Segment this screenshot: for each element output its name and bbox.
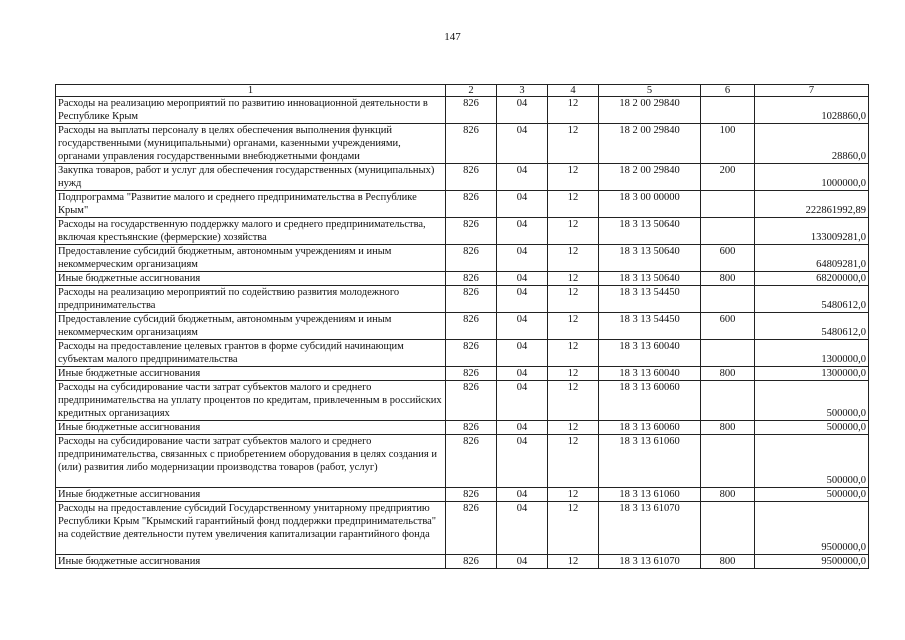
row-description: Расходы на выплаты персоналу в целях обеспечения выполнения функций государственными (муниципальными) органами, казенными учреждениями, органами управления государственными внебюджетными фондами <box>56 124 446 164</box>
table-row <box>56 502 869 555</box>
subsection-code: 12 <box>548 421 599 435</box>
ministry-code: 826 <box>446 164 497 191</box>
subsection-code: 12 <box>548 272 599 286</box>
subsection-code: 12 <box>548 367 599 381</box>
ministry-code: 826 <box>446 381 497 421</box>
subsection-code: 12 <box>548 191 599 218</box>
subsection-code: 12 <box>548 286 599 313</box>
section-code: 04 <box>497 286 548 313</box>
target-article-code: 18 3 13 61060 <box>599 488 701 502</box>
table-row <box>56 286 869 313</box>
table-row <box>56 313 869 340</box>
ministry-code: 826 <box>446 218 497 245</box>
row-description: Расходы на реализацию мероприятий по содействию развития молодежного предпринимательства <box>56 286 446 313</box>
expense-type-code: 600 <box>701 245 755 272</box>
ministry-code: 826 <box>446 245 497 272</box>
column-number: 4 <box>548 85 599 97</box>
amount: 68200000,0 <box>755 272 869 286</box>
row-description: Иные бюджетные ассигнования <box>56 488 446 502</box>
subsection-code: 12 <box>548 164 599 191</box>
page-number: 147 <box>444 31 461 43</box>
amount: 28860,0 <box>755 124 869 164</box>
row-description: Иные бюджетные ассигнования <box>56 555 446 569</box>
expense-type-code <box>701 435 755 488</box>
table-row <box>56 488 869 502</box>
subsection-code: 12 <box>548 124 599 164</box>
column-number: 7 <box>755 85 869 97</box>
table-row <box>56 272 869 286</box>
row-description: Иные бюджетные ассигнования <box>56 367 446 381</box>
table-row <box>56 245 869 272</box>
ministry-code: 826 <box>446 340 497 367</box>
row-description: Расходы на государственную поддержку малого и среднего предпринимательства, включая крестьянские (фермерские) хозяйства <box>56 218 446 245</box>
section-code: 04 <box>497 502 548 555</box>
expense-type-code: 800 <box>701 367 755 381</box>
row-description: Предоставление субсидий бюджетным, автономным учреждениям и иным некоммерческим организациям <box>56 245 446 272</box>
column-number: 6 <box>701 85 755 97</box>
amount: 64809281,0 <box>755 245 869 272</box>
ministry-code: 826 <box>446 191 497 218</box>
amount: 500000,0 <box>755 488 869 502</box>
expense-type-code <box>701 191 755 218</box>
amount: 1028860,0 <box>755 97 869 124</box>
expense-type-code: 800 <box>701 272 755 286</box>
ministry-code: 826 <box>446 435 497 488</box>
row-description: Иные бюджетные ассигнования <box>56 272 446 286</box>
amount: 9500000,0 <box>755 555 869 569</box>
section-code: 04 <box>497 367 548 381</box>
target-article-code: 18 3 13 61070 <box>599 502 701 555</box>
subsection-code: 12 <box>548 313 599 340</box>
ministry-code: 826 <box>446 97 497 124</box>
target-article-code: 18 3 13 50640 <box>599 218 701 245</box>
row-description: Подпрограмма "Развитие малого и среднего предпринимательства в Республике Крым" <box>56 191 446 218</box>
budget-table <box>55 84 869 569</box>
ministry-code: 826 <box>446 272 497 286</box>
target-article-code: 18 3 13 61070 <box>599 555 701 569</box>
subsection-code: 12 <box>548 245 599 272</box>
amount: 500000,0 <box>755 421 869 435</box>
section-code: 04 <box>497 488 548 502</box>
amount: 1000000,0 <box>755 164 869 191</box>
ministry-code: 826 <box>446 488 497 502</box>
target-article-code: 18 2 00 29840 <box>599 97 701 124</box>
section-code: 04 <box>497 381 548 421</box>
table-row <box>56 191 869 218</box>
amount: 500000,0 <box>755 435 869 488</box>
section-code: 04 <box>497 421 548 435</box>
expense-type-code: 200 <box>701 164 755 191</box>
subsection-code: 12 <box>548 435 599 488</box>
table-row <box>56 218 869 245</box>
ministry-code: 826 <box>446 124 497 164</box>
section-code: 04 <box>497 435 548 488</box>
section-code: 04 <box>497 218 548 245</box>
section-code: 04 <box>497 124 548 164</box>
column-number-row <box>56 85 869 97</box>
target-article-code: 18 3 13 60060 <box>599 421 701 435</box>
expense-type-code <box>701 97 755 124</box>
expense-type-code <box>701 502 755 555</box>
section-code: 04 <box>497 191 548 218</box>
expense-type-code <box>701 218 755 245</box>
target-article-code: 18 3 13 54450 <box>599 286 701 313</box>
row-description: Расходы на субсидирование части затрат субъектов малого и среднего предпринимательства на уплату процентов по кредитам, привлеченным в российских кредитных организациях <box>56 381 446 421</box>
section-code: 04 <box>497 340 548 367</box>
target-article-code: 18 3 13 50640 <box>599 245 701 272</box>
expense-type-code <box>701 286 755 313</box>
section-code: 04 <box>497 313 548 340</box>
amount: 500000,0 <box>755 381 869 421</box>
amount: 1300000,0 <box>755 340 869 367</box>
amount: 133009281,0 <box>755 218 869 245</box>
ministry-code: 826 <box>446 313 497 340</box>
row-description: Закупка товаров, работ и услуг для обеспечения государственных (муниципальных) нужд <box>56 164 446 191</box>
expense-type-code <box>701 381 755 421</box>
subsection-code: 12 <box>548 381 599 421</box>
section-code: 04 <box>497 97 548 124</box>
target-article-code: 18 3 13 50640 <box>599 272 701 286</box>
amount: 1300000,0 <box>755 367 869 381</box>
target-article-code: 18 3 13 60060 <box>599 381 701 421</box>
ministry-code: 826 <box>446 555 497 569</box>
table-row <box>56 367 869 381</box>
row-description: Расходы на предоставление целевых грантов в форме субсидий начинающим субъектам малого предпринимательства <box>56 340 446 367</box>
ministry-code: 826 <box>446 421 497 435</box>
table-row <box>56 435 869 488</box>
row-description: Иные бюджетные ассигнования <box>56 421 446 435</box>
subsection-code: 12 <box>548 502 599 555</box>
subsection-code: 12 <box>548 340 599 367</box>
section-code: 04 <box>497 164 548 191</box>
target-article-code: 18 3 13 60040 <box>599 367 701 381</box>
target-article-code: 18 3 13 60040 <box>599 340 701 367</box>
amount: 9500000,0 <box>755 502 869 555</box>
section-code: 04 <box>497 245 548 272</box>
row-description: Расходы на субсидирование части затрат субъектов малого и среднего предпринимательства, связанных с приобретением оборудования в целях создания и (или) развития либо модернизации производства товаров (работ, услуг) <box>56 435 446 488</box>
ministry-code: 826 <box>446 286 497 313</box>
expense-type-code: 800 <box>701 488 755 502</box>
expense-type-code: 600 <box>701 313 755 340</box>
table-row <box>56 164 869 191</box>
section-code: 04 <box>497 555 548 569</box>
ministry-code: 826 <box>446 502 497 555</box>
column-number: 5 <box>599 85 701 97</box>
table-row <box>56 555 869 569</box>
target-article-code: 18 2 00 29840 <box>599 164 701 191</box>
target-article-code: 18 3 13 54450 <box>599 313 701 340</box>
amount: 222861992,89 <box>755 191 869 218</box>
row-description: Расходы на предоставление субсидий Государственному унитарному предприятию Республики Крым "Крымский гарантийный фонд поддержки предпринимательства" на содействие деятельности путем увеличения капитализации гарантийного фонда <box>56 502 446 555</box>
table-row <box>56 340 869 367</box>
target-article-code: 18 3 00 00000 <box>599 191 701 218</box>
column-number: 2 <box>446 85 497 97</box>
table-row <box>56 124 869 164</box>
subsection-code: 12 <box>548 555 599 569</box>
target-article-code: 18 3 13 61060 <box>599 435 701 488</box>
expense-type-code: 100 <box>701 124 755 164</box>
subsection-code: 12 <box>548 97 599 124</box>
table-row <box>56 97 869 124</box>
expense-type-code: 800 <box>701 555 755 569</box>
expense-type-code: 800 <box>701 421 755 435</box>
ministry-code: 826 <box>446 367 497 381</box>
table-row <box>56 381 869 421</box>
column-number: 3 <box>497 85 548 97</box>
subsection-code: 12 <box>548 218 599 245</box>
section-code: 04 <box>497 272 548 286</box>
table-row <box>56 421 869 435</box>
amount: 5480612,0 <box>755 286 869 313</box>
subsection-code: 12 <box>548 488 599 502</box>
target-article-code: 18 2 00 29840 <box>599 124 701 164</box>
amount: 5480612,0 <box>755 313 869 340</box>
row-description: Предоставление субсидий бюджетным, автономным учреждениям и иным некоммерческим организациям <box>56 313 446 340</box>
column-number: 1 <box>56 85 446 97</box>
expense-type-code <box>701 340 755 367</box>
row-description: Расходы на реализацию мероприятий по развитию инновационной деятельности в Республике Крым <box>56 97 446 124</box>
